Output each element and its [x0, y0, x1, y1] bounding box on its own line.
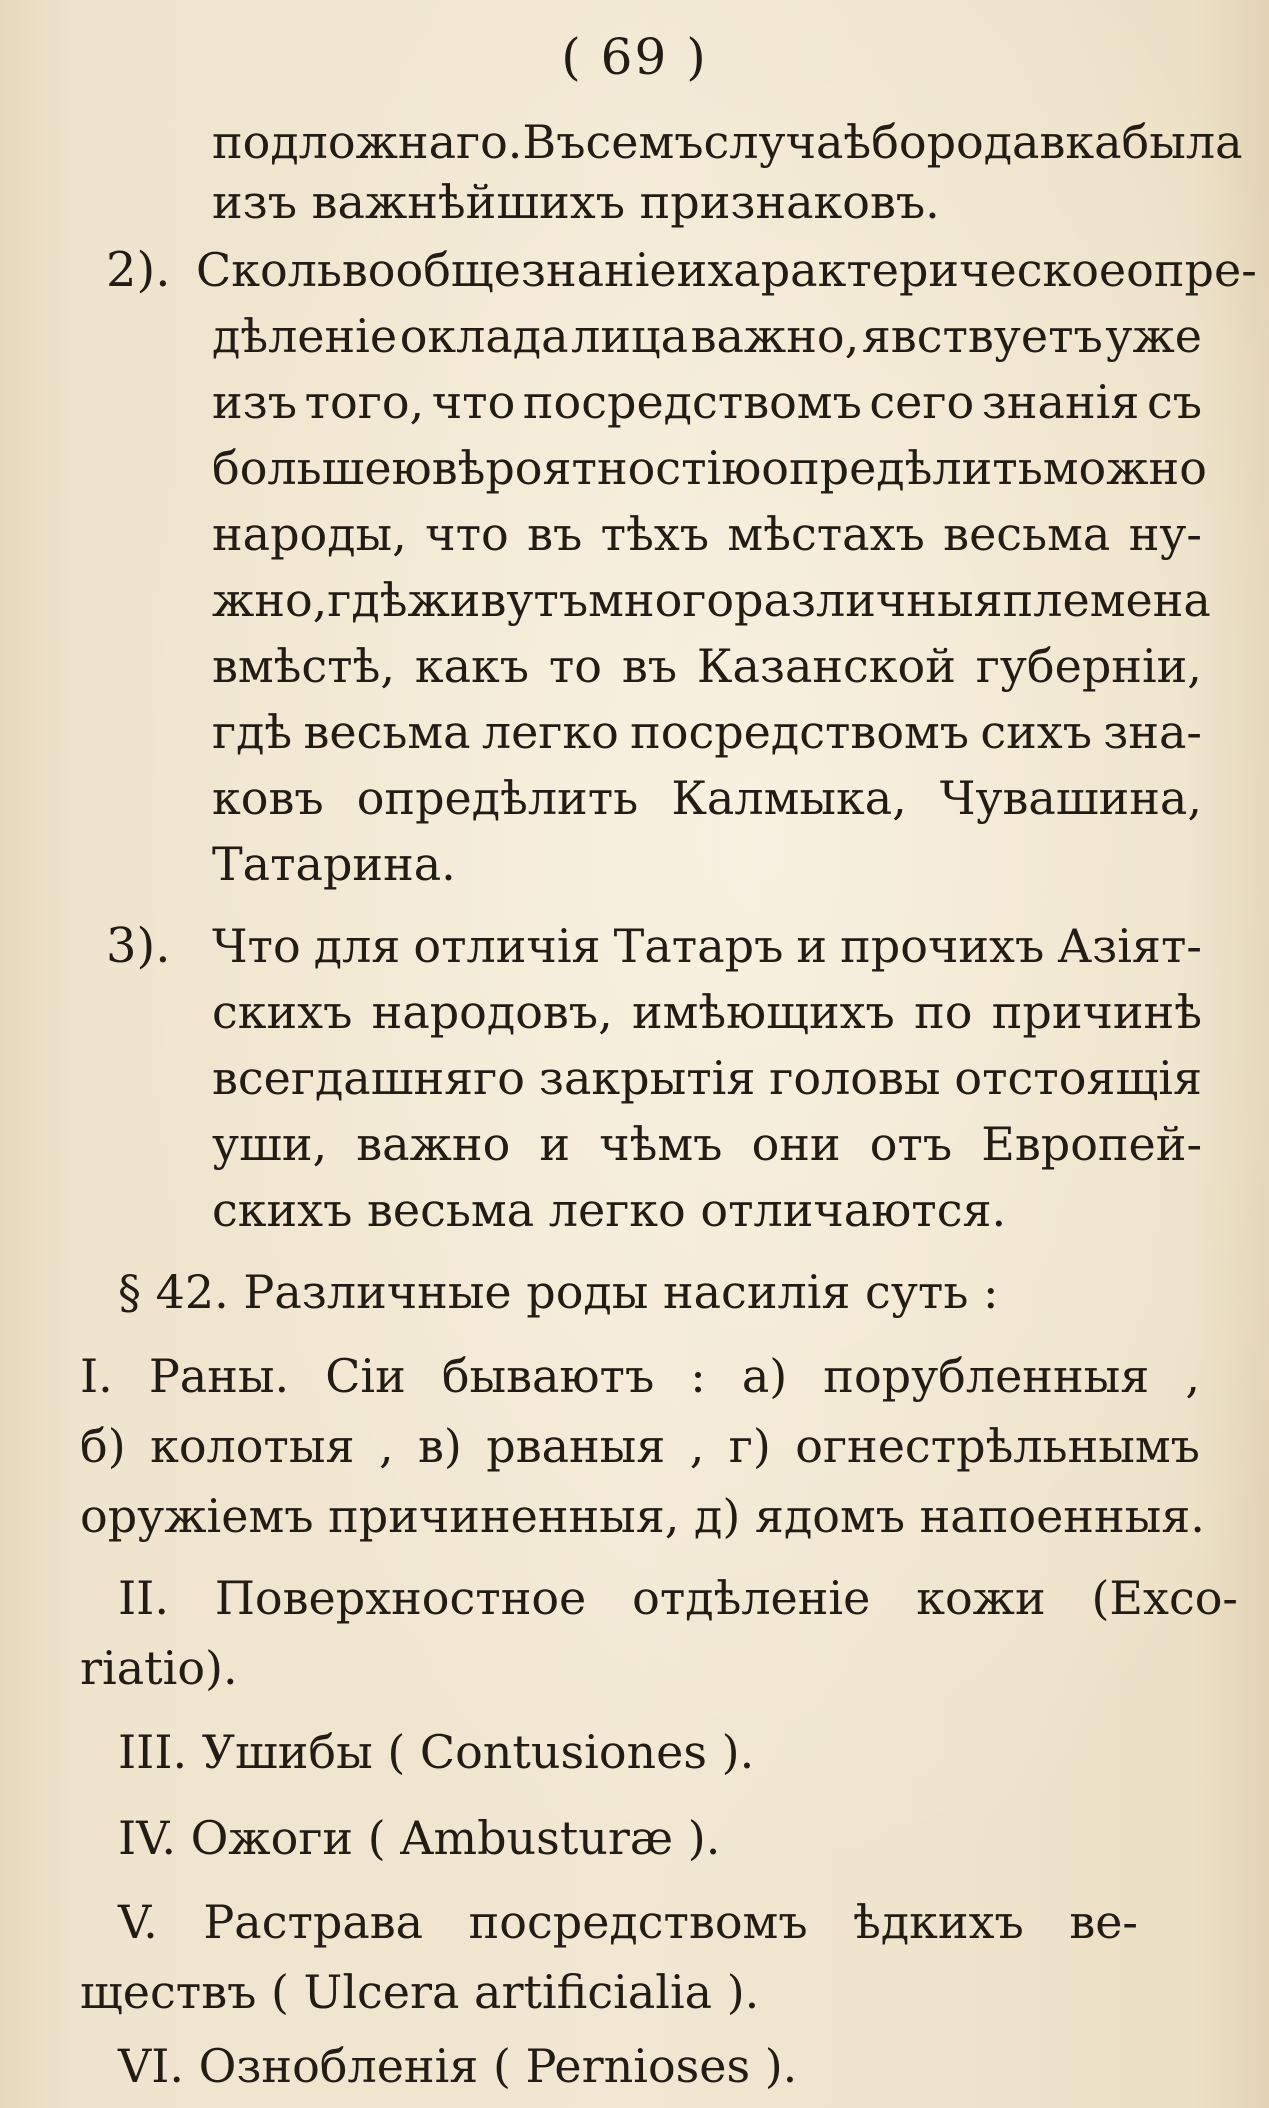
word: опре-: [1126, 243, 1257, 297]
word: Европей-: [981, 1117, 1202, 1171]
word: Калмыка,: [671, 771, 907, 825]
list-number: 3).: [106, 918, 171, 974]
text-line: изъ важнѣйшихъ признаковъ.: [212, 175, 940, 229]
word: уже: [1105, 309, 1202, 363]
word: жно,: [212, 573, 328, 627]
text-line: скихъ весьма легко отличаются.: [212, 1183, 1007, 1237]
word: гдѣ: [327, 573, 408, 627]
word: имѣющихъ: [631, 985, 895, 1039]
word: то: [548, 639, 603, 693]
word: Казанской: [696, 639, 956, 693]
word: важно,: [690, 309, 860, 363]
word: опредѣлить: [761, 441, 1043, 495]
word: г): [728, 1419, 771, 1473]
word: вѣроятностію: [431, 441, 762, 495]
section-heading: § 42. Различные роды насилія суть :: [118, 1265, 999, 1319]
word: мѣстахъ: [727, 507, 925, 561]
text-line: III. Ушибы ( Contusiones ).: [118, 1725, 755, 1779]
word: подложнаго.: [212, 115, 523, 169]
word: для: [313, 919, 401, 973]
word: сего: [869, 375, 975, 429]
word: ну-: [1128, 507, 1202, 561]
word: знанія: [981, 375, 1140, 429]
word: что: [431, 375, 516, 429]
word: прочихъ: [840, 919, 1045, 973]
text-line: [118, 1568, 1238, 1628]
text-line: [212, 982, 1202, 1042]
text-line: [212, 768, 1202, 828]
word: ,: [1185, 1349, 1200, 1403]
word: лица: [571, 309, 688, 363]
text-line: ществъ ( Ulcera artificialia ).: [80, 1965, 760, 2019]
text-line: [212, 504, 1202, 564]
word: Сіи: [325, 1349, 406, 1403]
text-line: [212, 1048, 1202, 1108]
word: Растрава: [203, 1895, 424, 1949]
word: головы: [769, 1051, 941, 1105]
text-line: [212, 1114, 1202, 1174]
text-line: [80, 1416, 1200, 1476]
word: бываютъ: [441, 1349, 655, 1403]
list-number: 2).: [106, 242, 171, 298]
word: вмѣстѣ,: [212, 639, 395, 693]
word: какъ: [414, 639, 530, 693]
word: и: [796, 919, 828, 973]
text-line: [80, 1346, 1200, 1406]
word: дѣленіе: [212, 309, 398, 363]
word: рваныя: [486, 1419, 666, 1473]
word: важно: [356, 1117, 511, 1171]
word: кожи: [916, 1571, 1046, 1625]
text-line: riatio).: [80, 1641, 238, 1695]
word: чѣмъ: [599, 1117, 723, 1171]
word: II.: [118, 1571, 169, 1625]
word: ковъ: [212, 771, 324, 825]
word: ,: [689, 1419, 705, 1473]
word: въ: [527, 507, 583, 561]
word: и: [539, 1117, 571, 1171]
text-line: IV. Ожоги ( Ambusturæ ).: [118, 1811, 721, 1865]
text-line: [212, 438, 1207, 498]
word: изъ: [212, 375, 298, 429]
word: большею: [212, 441, 432, 495]
word: Сколь: [196, 243, 342, 297]
text-line: [212, 636, 1202, 696]
word: огнестрѣльнымъ: [795, 1419, 1200, 1473]
word: Чувашина,: [939, 771, 1202, 825]
word: опредѣлить: [356, 771, 639, 825]
text-line: [212, 702, 1202, 762]
text-line: [118, 1892, 1138, 1952]
word: I.: [80, 1349, 113, 1403]
text-line: [212, 112, 1243, 172]
word: посредствомъ: [630, 705, 970, 759]
word: ѣдкихъ: [853, 1895, 1024, 1949]
word: причинѣ: [991, 985, 1202, 1039]
word: съ: [1146, 375, 1202, 429]
word: случаѣ: [703, 115, 872, 169]
word: (Exco-: [1091, 1571, 1238, 1625]
word: весьма: [943, 507, 1111, 561]
word: посредствомъ: [468, 1895, 808, 1949]
text-line: оружіемъ причиненныя, д) ядомъ напоенныя.: [80, 1489, 1205, 1543]
word: губерніи,: [975, 639, 1202, 693]
word: отдѣленіе: [632, 1571, 871, 1625]
word: живутъ: [407, 573, 589, 627]
text-line: [212, 372, 1202, 432]
word: зна-: [1103, 705, 1202, 759]
word: того,: [304, 375, 425, 429]
word: была: [1121, 115, 1243, 169]
text-line: VI. Ознобленія ( Pernioses ).: [118, 2039, 798, 2093]
word: всегдашняго: [212, 1051, 525, 1105]
text-line: [212, 570, 1211, 630]
word: Поверхностное: [214, 1571, 587, 1625]
word: Раны.: [148, 1349, 290, 1403]
word: можно: [1042, 441, 1207, 495]
word: явствуетъ: [861, 309, 1103, 363]
word: легко: [481, 705, 619, 759]
word: скихъ: [212, 985, 353, 1039]
word: въ: [621, 639, 678, 693]
word: и: [676, 243, 708, 297]
word: гдѣ: [212, 705, 293, 759]
text-line: [212, 916, 1202, 976]
word: тѣхъ: [600, 507, 710, 561]
text-line: Татарина.: [212, 837, 456, 891]
word: в): [417, 1419, 462, 1473]
word: Въ: [522, 115, 586, 169]
word: оклада: [399, 309, 569, 363]
word: :: [690, 1349, 706, 1403]
word: ве-: [1069, 1895, 1138, 1949]
word: многоразличныя: [588, 573, 1003, 627]
text-line: [212, 306, 1202, 366]
word: посредствомъ: [522, 375, 862, 429]
word: семъ: [585, 115, 704, 169]
page-number: ( 69 ): [561, 28, 708, 86]
word: бородавка: [871, 115, 1122, 169]
word: Татаръ: [613, 919, 784, 973]
word: порубленныя: [823, 1349, 1150, 1403]
word: сихъ: [980, 705, 1092, 759]
word: вообще: [341, 243, 521, 297]
word: они: [751, 1117, 841, 1171]
word: ,: [378, 1419, 394, 1473]
word: отъ: [869, 1117, 953, 1171]
word: характерическое: [707, 243, 1127, 297]
word: Азіят-: [1057, 919, 1202, 973]
word: колотыя: [150, 1419, 355, 1473]
word: народы,: [212, 507, 407, 561]
word: по: [914, 985, 973, 1039]
word: весьма: [303, 705, 471, 759]
word: б): [80, 1419, 126, 1473]
word: закрытія: [538, 1051, 756, 1105]
word: уши,: [212, 1117, 328, 1171]
word: Что: [212, 919, 301, 973]
word: V.: [118, 1895, 158, 1949]
word: что: [425, 507, 509, 561]
word: народовъ,: [371, 985, 613, 1039]
word: знаніе: [520, 243, 677, 297]
word: а): [741, 1349, 788, 1403]
word: племена: [1002, 573, 1211, 627]
word: отличія: [413, 919, 601, 973]
word: отстоящія: [954, 1051, 1202, 1105]
text-line: [196, 240, 1257, 300]
